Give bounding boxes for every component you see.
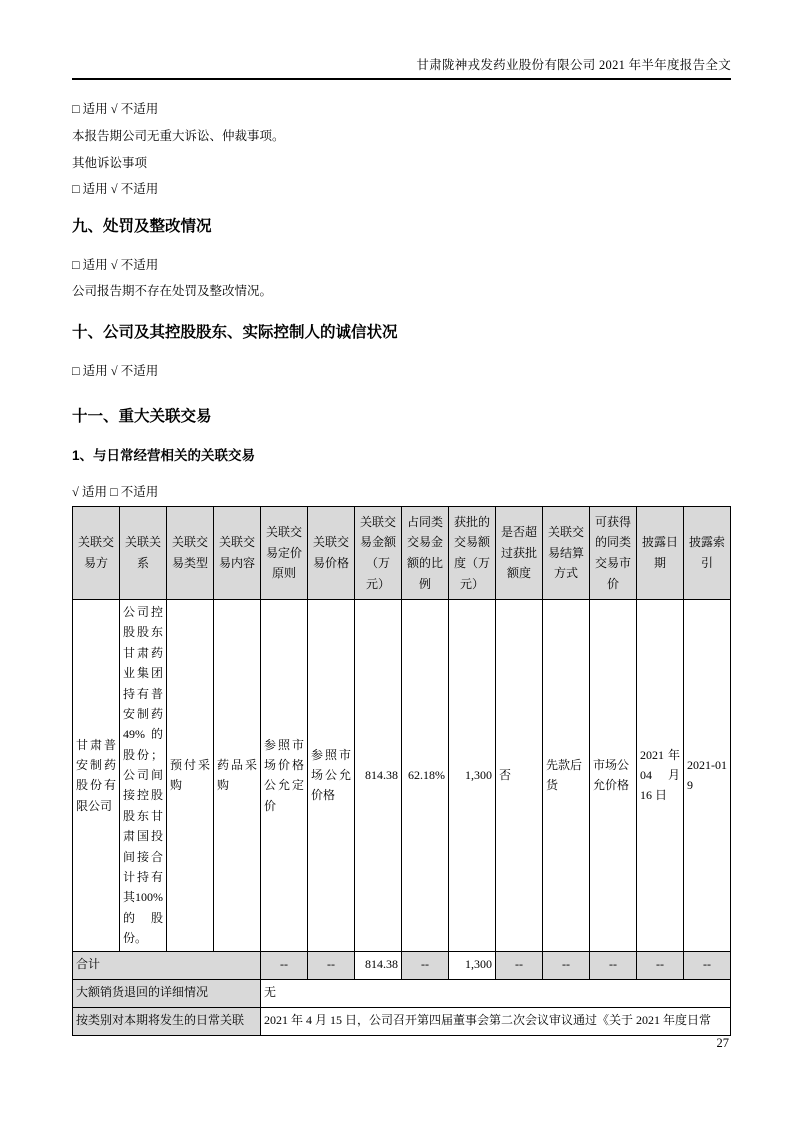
litigation-statement: 本报告期公司无重大诉讼、仲裁事项。 (72, 128, 285, 143)
litigation-applicability: □ 适用 √ 不适用 (72, 102, 159, 116)
header-cell-type: 关联交易类型 (167, 506, 214, 599)
transaction-data-row (73, 599, 731, 951)
expected-transactions-row (73, 1007, 731, 1035)
header-cell-disclosure-date: 披露日期 (637, 506, 684, 599)
cell-price: 参照市场公允价格 (308, 599, 355, 951)
total-market-price: -- (590, 951, 637, 979)
header-cell-proportion: 占同类交易金额的比例 (402, 506, 449, 599)
cell-market-price: 市场公允价格 (590, 599, 637, 951)
header-cell-disclosure-index: 披露索引 (684, 506, 731, 599)
sales-return-label: 大额销货退回的详细情况 (73, 979, 261, 1007)
header-cell-relationship: 关联关系 (120, 506, 167, 599)
related-party-subheading: 1、与日常经营相关的关联交易 (72, 447, 256, 463)
cell-proportion: 62.18% (402, 599, 449, 951)
cell-pricing-principle: 参照市场价格公允定价 (261, 599, 308, 951)
cell-party: 甘肃普安制药股份有限公司 (73, 599, 120, 951)
integrity-applicability: □ 适用 √ 不适用 (72, 364, 159, 379)
header-cell-pricing-principle: 关联交易定价原则 (261, 506, 308, 599)
page-number: 27 (716, 1036, 729, 1050)
header-cell-over-limit: 是否超过获批额度 (496, 506, 543, 599)
expected-transactions-value: 2021 年 4 月 15 日，公司召开第四届董事会第二次会议审议通过《关于 2021 年度日常 (261, 1007, 731, 1035)
header-cell-market-price: 可获得的同类交易市价 (590, 506, 637, 599)
cell-disclosure-date: 2021 年 04 月 16 日 (637, 599, 684, 951)
related-party-applicability: √ 适用 □ 不适用 (72, 485, 159, 500)
cell-content: 药品采购 (214, 599, 261, 951)
cell-amount: 814.38 (355, 599, 402, 951)
cell-relationship: 公司控股股东甘肃药业集团持有普安制药49%的股份；公司间接控股股东甘肃国投间接合计持有其100%的股份。 (120, 599, 167, 951)
total-disclosure-date: -- (637, 951, 684, 979)
header-cell-amount: 关联交易金额（万元） (355, 506, 402, 599)
expected-transactions-label: 按类别对本期将发生的日常关联 (73, 1007, 261, 1035)
header-cell-settlement: 关联交易结算方式 (543, 506, 590, 599)
related-party-section-heading: 十一、重大关联交易 (72, 408, 212, 426)
header-cell-party: 关联交易方 (73, 506, 120, 599)
related-party-transactions-table (72, 506, 731, 1036)
total-approved-limit: 1,300 (449, 951, 496, 979)
sales-return-row (73, 979, 731, 1007)
total-row (73, 951, 731, 979)
sales-return-value: 无 (261, 979, 731, 1007)
document-header-title: 甘肃陇神戎发药业股份有限公司 2021 年半年度报告全文 (72, 55, 731, 80)
total-row-label: 合计 (73, 951, 261, 979)
header-cell-content: 关联交易内容 (214, 506, 261, 599)
cell-approved-limit: 1,300 (449, 599, 496, 951)
header-cell-approved-limit: 获批的交易额度（万元） (449, 506, 496, 599)
penalty-applicability: □ 适用 √ 不适用 (72, 258, 159, 273)
total-pricing-principle: -- (261, 951, 308, 979)
penalty-section-heading: 九、处罚及整改情况 (72, 218, 212, 235)
integrity-section-heading: 十、公司及其控股股东、实际控制人的诚信状况 (72, 323, 398, 341)
total-settlement: -- (543, 951, 590, 979)
cell-disclosure-index: 2021-019 (684, 599, 731, 951)
penalty-statement: 公司报告期不存在处罚及整改情况。 (72, 284, 273, 299)
header-cell-price: 关联交易价格 (308, 506, 355, 599)
total-price: -- (308, 951, 355, 979)
total-proportion: -- (402, 951, 449, 979)
table-header-row (73, 506, 731, 599)
total-disclosure-index: -- (684, 951, 731, 979)
cell-over-limit: 否 (496, 599, 543, 951)
cell-type: 预付采购 (167, 599, 214, 951)
total-over-limit: -- (496, 951, 543, 979)
other-litigation-title: 其他诉讼事项 (72, 155, 148, 170)
cell-settlement: 先款后货 (543, 599, 590, 951)
total-amount: 814.38 (355, 951, 402, 979)
other-litigation-applicability: □ 适用 √ 不适用 (72, 182, 159, 197)
